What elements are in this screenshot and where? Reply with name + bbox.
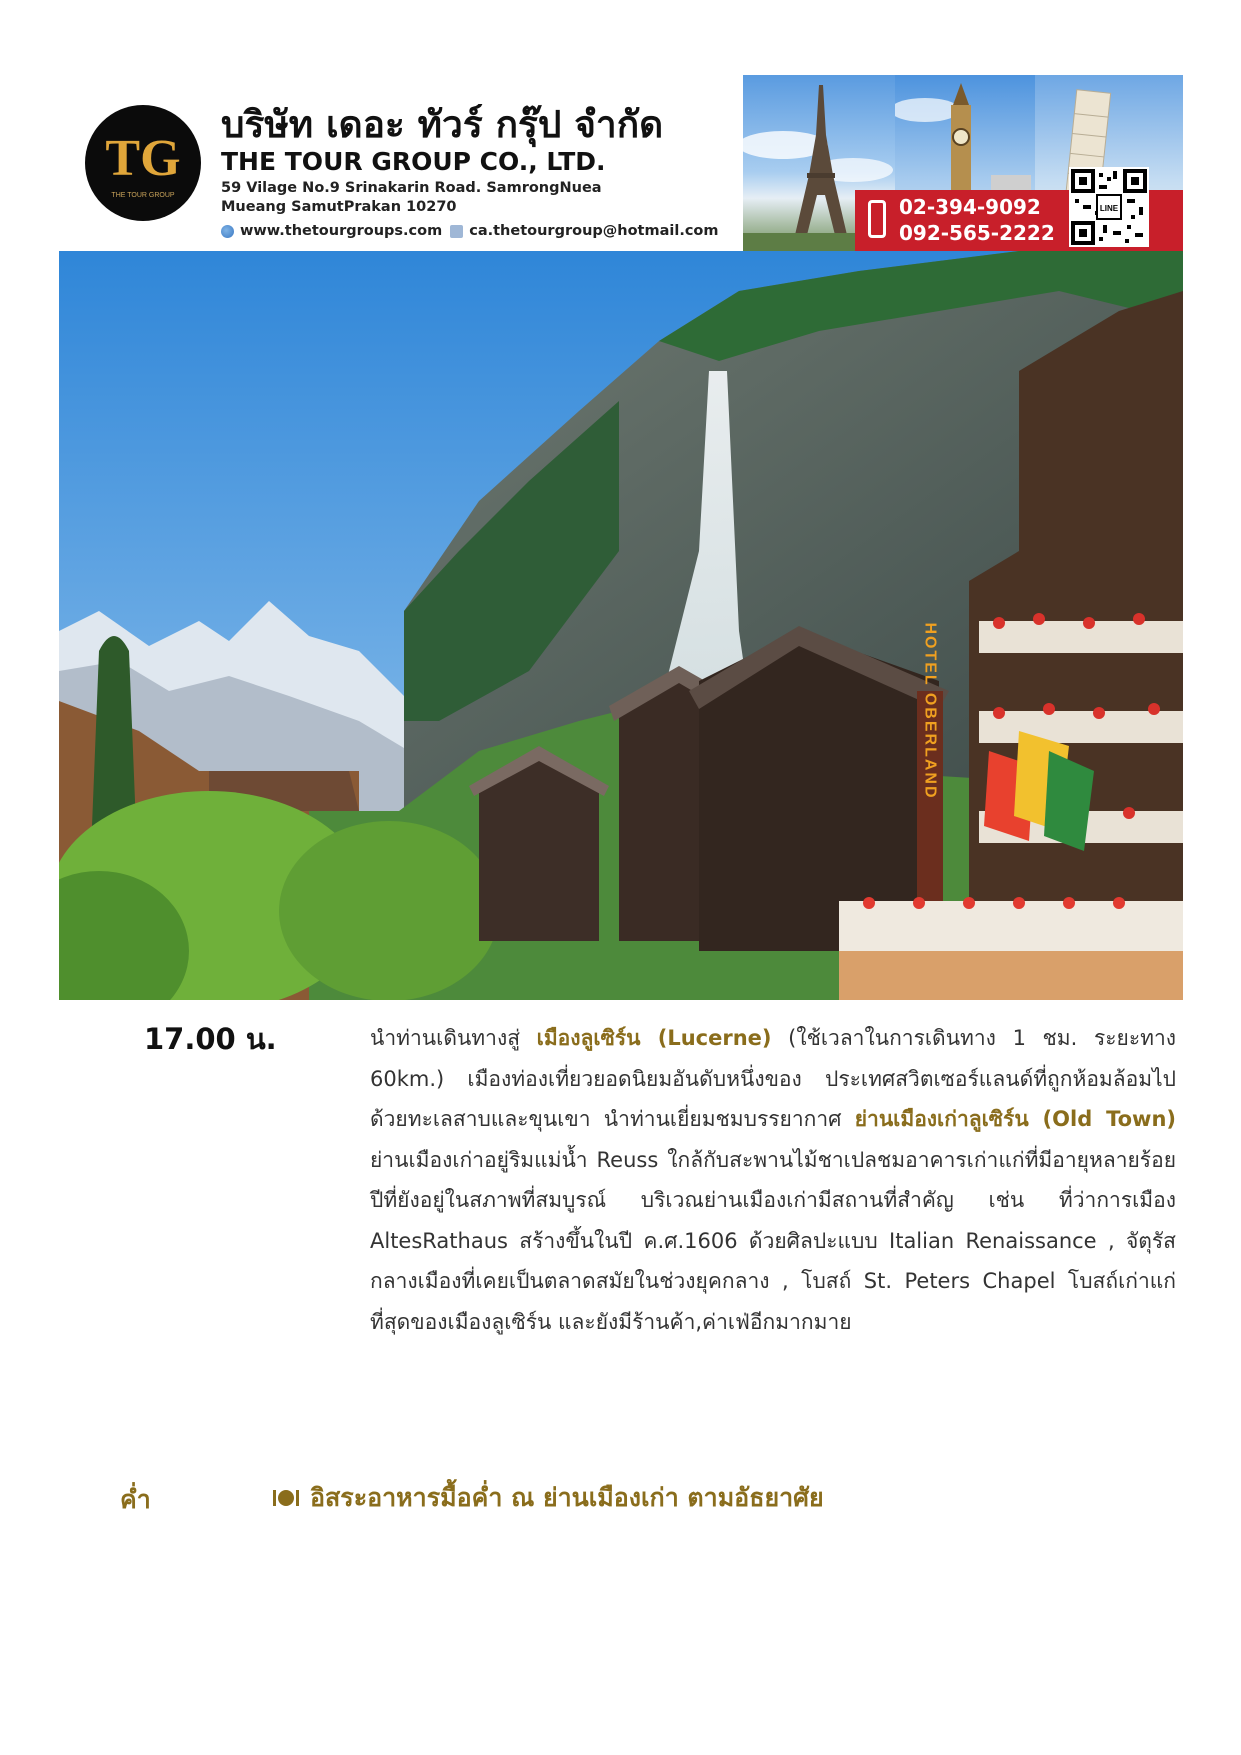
- globe-icon: [221, 225, 234, 238]
- email-link[interactable]: ca.thetourgroup@hotmail.com: [469, 223, 719, 239]
- itinerary-description: [370, 1018, 1176, 1342]
- phone-icon: [868, 200, 886, 238]
- dining-icon: [272, 1488, 300, 1512]
- svg-text:HOTEL OBERLAND: HOTEL OBERLAND: [921, 622, 939, 800]
- phone-number-1[interactable]: 02-394-9092: [899, 195, 1041, 219]
- email-icon: [450, 225, 463, 238]
- dinner-description: อิสระอาหารมื้อค่ำ ณ ย่านเมืองเก่า ตามอัธยาศัย: [310, 1483, 824, 1512]
- svg-text:TG: TG: [105, 130, 181, 187]
- lauterbrunnen-hero-image: [59, 251, 1183, 1000]
- line-qr-code[interactable]: [1069, 167, 1149, 247]
- description-text: (ใช้เวลาในการเดินทาง 1 ชม. ระยะทาง 60km.) เมืองท่องเที่ยวยอดนิยมอันดับหนึ่งของ ประเทศสวิตเซอร์แลนด์ที่ถูกห้อมล้อมไปด้วยทะเลสาบและขุนเขา นำท่านเยี่ยมชมบรรยากาศ: [370, 1026, 1176, 1131]
- highlight-old-town: ย่านเมืองเก่าลูเซิร์น (Old Town): [854, 1107, 1176, 1131]
- description-text: นำท่านเดินทางสู่: [370, 1026, 537, 1050]
- highlight-lucerne: เมืองลูเซิร์น (Lucerne): [536, 1026, 772, 1050]
- address-line-2: Mueang SamutPrakan 10270: [221, 199, 457, 215]
- description-text: ย่านเมืองเก่าอยู่ริมแม่น้ำ Reuss ใกล้กับสะพานไม้ชาเปลชมอาคารเก่าแก่ที่มีอายุหลายร้อยปีที่ยังอยู่ในสภาพที่สมบูรณ์ บริเวณย่านเมืองเก่ามีสถานที่สำคัญ เช่น ที่ว่าการเมือง AltesRathaus สร้างขึ้นในปี ค.ศ.1606 ด้วยศิลปะแบบ Italian Renaissance , จัตุรัสกลางเมืองที่เคยเป็นตลาดสมัยในช่วงยุคกลาง , โบสถ์ St. Peters Chapel โบสถ์เก่าแก่ที่สุดของเมืองลูเซิร์น และยังมีร้านค้า,ค่าเฟ่อีกมากมาย: [370, 1147, 1176, 1334]
- company-logo: [85, 105, 201, 221]
- company-name-english: THE TOUR GROUP CO., LTD.: [221, 147, 606, 176]
- phone-number-2[interactable]: 092-565-2222: [899, 221, 1055, 245]
- svg-text:THE TOUR GROUP: THE TOUR GROUP: [111, 192, 175, 199]
- landmarks-banner: [743, 75, 1183, 251]
- contact-line: [221, 223, 719, 239]
- address-line-1: 59 Vilage No.9 Srinakarin Road. SamrongNuea: [221, 180, 602, 196]
- company-name-thai: บริษัท เดอะ ทัวร์ กรุ๊ป จำกัด: [221, 103, 664, 146]
- itinerary-time: 17.00 น.: [144, 1022, 277, 1056]
- svg-text:LINE: LINE: [1099, 204, 1119, 213]
- header: [59, 75, 1183, 251]
- website-link[interactable]: www.thetourgroups.com: [240, 223, 443, 239]
- meal-label-dinner: ค่ำ: [120, 1485, 151, 1514]
